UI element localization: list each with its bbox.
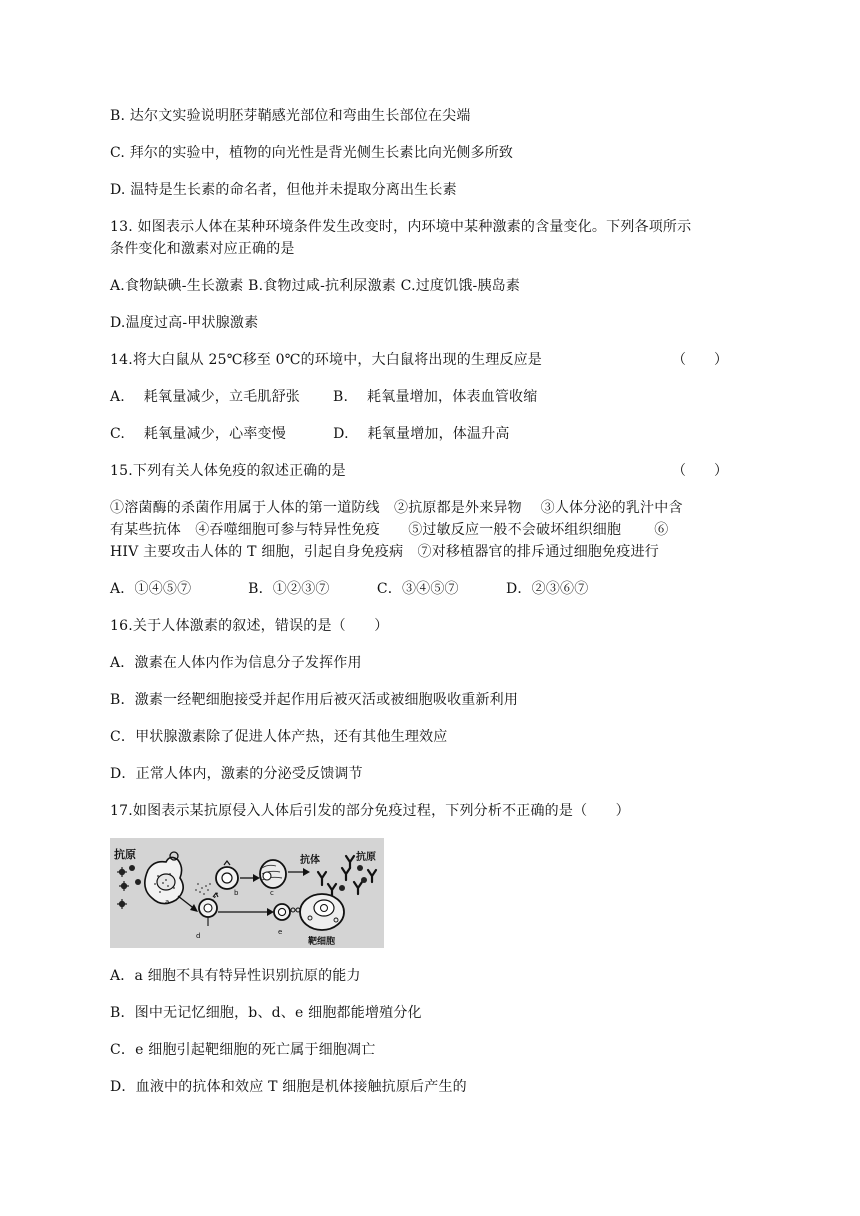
- cell-c-plasma-icon: [260, 860, 286, 888]
- q17-option-c: C．e 细胞引起靶细胞的死亡属于细胞凋亡: [110, 1042, 376, 1058]
- q17-option-b: B．图中无记忆细胞，b、d、e 细胞都能增殖分化: [110, 1005, 422, 1021]
- q13-option-d: D.温度过高-甲状腺激素: [110, 315, 259, 331]
- cell-b-label: b: [234, 889, 239, 897]
- q14-stem: 14.将大白鼠从 25℃移至 0℃的环境中，大白鼠将出现的生理反应是: [110, 352, 543, 368]
- arrow-c-to-antibody-head: [303, 868, 310, 876]
- q16-option-b: B．激素一经靶细胞接受并起作用后被灭活或被细胞吸收重新利用: [110, 692, 519, 708]
- q12-option-d: D. 温特是生长素的命名者，但他并未提取分离出生长素: [110, 182, 457, 198]
- q13-stem-line2: 条件变化和激素对应正确的是: [110, 241, 295, 257]
- q12-option-b: B. 达尔文实验说明胚芽鞘感光部位和弯曲生长部位在尖端: [110, 108, 471, 124]
- q16-option-a: A．激素在人体内作为信息分子发挥作用: [110, 655, 362, 671]
- q14-options-cd: C. 耗氧量减少，心率变慢 D. 耗氧量增加，体温升高: [110, 426, 510, 442]
- arrow-d-to-e-head: [267, 908, 274, 916]
- cell-c-label: c: [270, 889, 274, 897]
- q14-options-ab: A. 耗氧量减少，立毛肌舒张 B. 耗氧量增加，体表血管收缩: [110, 389, 538, 405]
- cell-b-icon: [216, 861, 238, 889]
- q15-body-line1: ①溶菌酶的杀菌作用属于人体的第一道防线 ②抗原都是外来异物 ③人体分泌的乳汁中含: [110, 500, 683, 516]
- cell-e-label: e: [278, 928, 283, 936]
- q16-option-c: C．甲状腺激素除了促进人体产热，还有其他生理效应: [110, 729, 448, 745]
- q15-options: A．①④⑤⑦ B．①②③⑦ C．③④⑤⑦ D．②③⑥⑦: [110, 581, 589, 597]
- antigen-particles-icon: [117, 865, 141, 909]
- q15-body-line2: 有某些抗体 ④吞噬细胞可参与特异性免疫 ⑤过敏反应一般不会破坏组织细胞 ⑥: [110, 522, 669, 538]
- q12-option-c: C. 拜尔的实验中，植物的向光性是背光侧生长素比向光侧多所致: [110, 145, 514, 161]
- arrow-a-to-d-head: [190, 904, 198, 912]
- q14-answer-paren: （ ）: [672, 352, 728, 368]
- q16-stem: 16.关于人体激素的叙述，错误的是（ ）: [110, 618, 389, 634]
- label-antigen-right: 抗原: [356, 852, 376, 863]
- arrow-b-to-c-head: [253, 874, 260, 882]
- cell-d-label: d: [196, 932, 201, 940]
- q17-option-d: D．血液中的抗体和效应 T 细胞是机体接触抗原后产生的: [110, 1079, 467, 1095]
- q15-answer-paren: （ ）: [672, 463, 728, 479]
- cell-a-label: a: [165, 898, 170, 906]
- cell-e-effector-icon: [274, 904, 300, 920]
- cell-a-phagocyte-icon: [145, 852, 183, 904]
- label-antibody: 抗体: [300, 855, 320, 866]
- label-antigen-left: 抗原: [114, 848, 136, 861]
- q17-stem: 17.如图表示某抗原侵入人体后引发的部分免疫过程，下列分析不正确的是（ ）: [110, 803, 630, 819]
- q15-body-line3: HIV 主要攻击人体的 T 细胞，引起自身免疫病 ⑦对移植器官的排斥通过细胞免疫进行: [110, 544, 659, 560]
- signal-dots-icon: [195, 883, 211, 895]
- q17-option-a: A．a 细胞不具有特异性识别抗原的能力: [110, 968, 361, 984]
- q13-stem-line1: 13. 如图表示人体在某种环境条件发生改变时，内环境中某种激素的含量变化。下列各项所示: [110, 219, 692, 235]
- q15-stem: 15.下列有关人体免疫的叙述正确的是: [110, 463, 346, 479]
- label-target-cell: 靶细胞: [308, 937, 336, 947]
- target-cell-icon: [300, 894, 344, 930]
- q13-options-abc: A.食物缺碘-生长激素 B.食物过咸-抗利尿激素 C.过度饥饿-胰岛素: [110, 278, 521, 294]
- immune-process-figure: [110, 838, 384, 948]
- q16-option-d: D．正常人体内，激素的分泌受反馈调节: [110, 766, 363, 782]
